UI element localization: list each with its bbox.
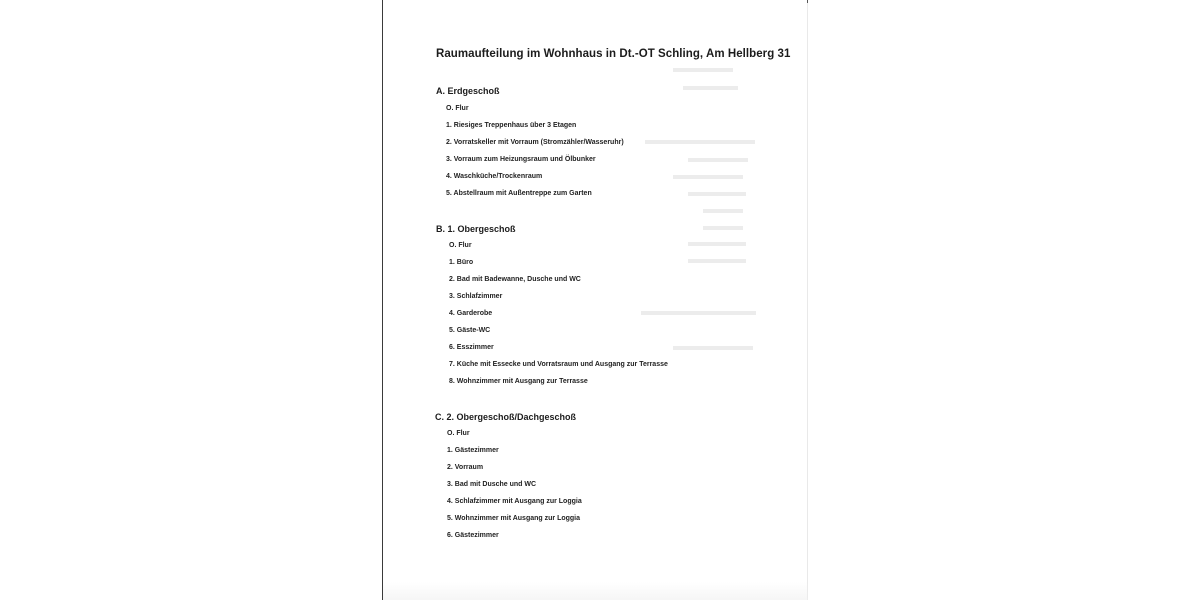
bleed-through-mark xyxy=(673,68,733,72)
bleed-through-mark xyxy=(703,209,743,213)
list-item: O. Flur xyxy=(446,105,469,112)
list-item: 2. Vorraum xyxy=(447,464,484,471)
list-item: 1. Riesiges Treppenhaus über 3 Etagen xyxy=(446,122,577,129)
bleed-through-mark xyxy=(688,192,746,196)
list-item: 3. Bad mit Dusche und WC xyxy=(447,481,537,488)
bleed-through-mark xyxy=(641,311,756,315)
list-item: 6. Gästezimmer xyxy=(447,532,499,539)
scanned-page xyxy=(382,0,808,600)
list-item: 6. Esszimmer xyxy=(449,344,494,351)
scan-edge-shadow xyxy=(383,582,808,600)
bleed-through-mark xyxy=(703,226,743,230)
bleed-through-mark xyxy=(673,346,753,350)
list-item: O. Flur xyxy=(449,242,472,249)
list-item: 4. Schlafzimmer mit Ausgang zur Loggia xyxy=(447,498,582,505)
section-heading-erdgeschoss: A. Erdgeschoß xyxy=(436,86,500,96)
list-item: 1. Büro xyxy=(449,259,474,266)
list-item: 2. Vorratskeller mit Vorraum (Stromzähler/Wasseruhr) xyxy=(446,139,624,146)
list-item: 3. Vorraum zum Heizungsraum und Ölbunker xyxy=(446,156,596,163)
bleed-through-mark xyxy=(688,242,746,246)
list-item: 4. Waschküche/Trockenraum xyxy=(446,173,543,180)
bleed-through-mark xyxy=(688,259,746,263)
bleed-through-mark xyxy=(673,175,743,179)
document-title: Raumaufteilung im Wohnhaus in Dt.-OT Schling, Am Hellberg 31 xyxy=(436,48,791,60)
bleed-through-mark xyxy=(683,86,738,90)
section-heading-1-obergeschoss: B. 1. Obergeschoß xyxy=(436,224,516,234)
bleed-through-mark xyxy=(688,158,748,162)
list-item: 1. Gästezimmer xyxy=(447,447,499,454)
list-item: 5. Abstellraum mit Außentreppe zum Garten xyxy=(446,190,592,197)
section-heading-2-obergeschoss-dachgeschoss: C. 2. Obergeschoß/Dachgeschoß xyxy=(435,412,577,422)
scan-corner-mark xyxy=(807,0,808,3)
list-item: 7. Küche mit Essecke und Vorratsraum und Ausgang zur Terrasse xyxy=(449,361,668,368)
list-item: 8. Wohnzimmer mit Ausgang zur Terrasse xyxy=(449,378,588,385)
list-item: 3. Schlafzimmer xyxy=(449,293,503,300)
list-item: O. Flur xyxy=(447,430,470,437)
list-item: 2. Bad mit Badewanne, Dusche und WC xyxy=(449,276,581,283)
list-item: 5. Gäste-WC xyxy=(449,327,491,334)
list-item: 5. Wohnzimmer mit Ausgang zur Loggia xyxy=(447,515,581,522)
bleed-through-mark xyxy=(645,140,755,144)
list-item: 4. Garderobe xyxy=(449,310,493,317)
